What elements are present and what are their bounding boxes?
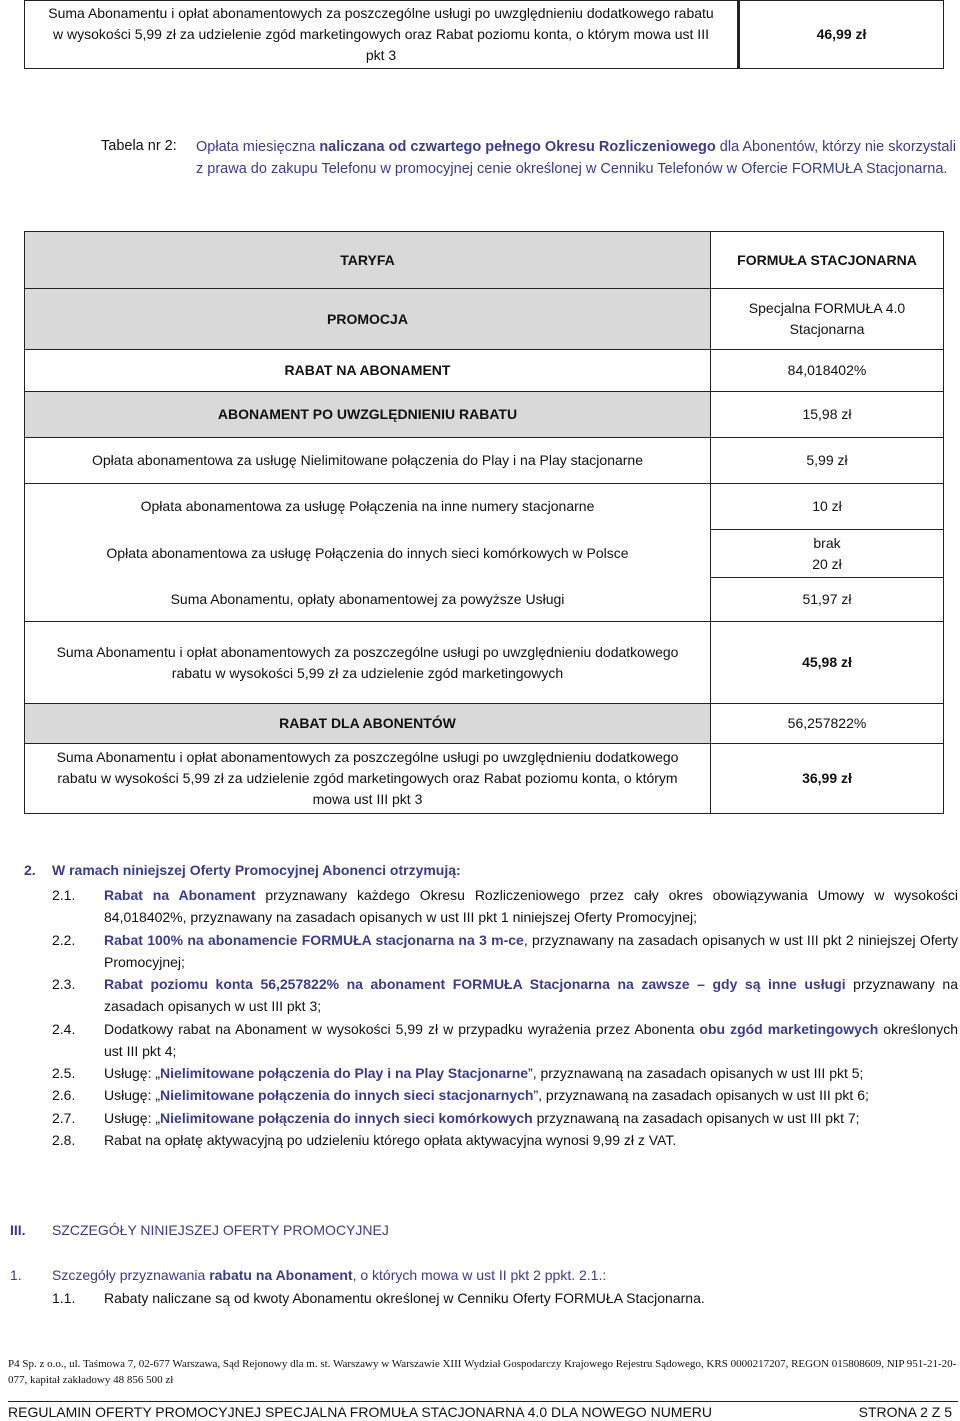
top-summary-table bbox=[24, 0, 944, 69]
fee-mobile-value: brak 20 zł bbox=[711, 530, 944, 578]
section3-p1-number: 1. bbox=[10, 1267, 22, 1283]
tariff-table bbox=[24, 231, 944, 814]
item-2-3-number: 2.3. bbox=[52, 976, 76, 992]
discount-label: RABAT NA ABONAMENT bbox=[25, 350, 711, 392]
fee-landline-value: 10 zł bbox=[711, 484, 944, 530]
footer-company-info: P4 Sp. z o.o., ul. Taśmowa 7, 02-677 Warszawa, Sąd Rejonowy dla m. st. Warszawy w Warszawie XIII Wydział Gospodarczy Krajowego Rejestru Sądowego, KRS 0000217207, REGON 015808609, NIP 951-21-20-077, kapitał zakładowy 48 856 500 zł bbox=[8, 1358, 957, 1386]
item-2-6: Usługę: „Nielimitowane połączenia do innych sieci stacjonarnych”, przyznawaną na zasadach opisanych w ust III pkt 6; bbox=[104, 1087, 869, 1103]
fee-play-value: 5,99 zł bbox=[711, 438, 944, 484]
footer-page-number: STRONA 2 Z 5 bbox=[858, 1404, 952, 1420]
sum-value: 51,97 zł bbox=[711, 578, 944, 622]
item-2-5: Usługę: „Nielimitowane połączenia do Play i na Play Stacjonarne”, przyznawaną na zasadach opisanych w ust III pkt 5; bbox=[104, 1065, 864, 1081]
item-2-1-number: 2.1. bbox=[52, 887, 76, 903]
section3-p11: Rabaty naliczane są od kwoty Abonamentu określonej w Cenniku Oferty FORMUŁA Stacjonarna. bbox=[104, 1290, 705, 1306]
sum-label: Suma Abonamentu, opłaty abonamentowej za powyższe Usługi bbox=[25, 578, 711, 622]
sum-final-value: 36,99 zł bbox=[711, 744, 944, 814]
section3-p1: Szczegóły przyznawania rabatu na Abonament, o których mowa w ust II pkt 2 ppkt. 2.1.: bbox=[52, 1267, 607, 1283]
tariff-value: FORMUŁA STACJONARNA bbox=[711, 232, 944, 289]
section2-title: W ramach niniejszej Oferty Promocyjnej Abonenci otrzymują: bbox=[52, 862, 461, 878]
table2-caption-text: Opłata miesięczna naliczana od czwartego pełnego Okresu Rozliczeniowego dla Abonentów, którzy nie skorzystali z prawa do zakupu Telefonu w promocyjnej cenie określonej w Cenniku Telefonów w Ofercie FORMUŁA Stacjonarna. bbox=[196, 139, 956, 177]
item-2-1: Rabat na Abonament przyznawany każdego Okresu Rozliczeniowego przez cały okres obowiązywania Umowy w wysokości 84,018402%, przyznawany na zasadach opisanych w ust III pkt 1 niniejszej Oferty Promocyjnej; bbox=[104, 887, 958, 925]
item-2-4-number: 2.4. bbox=[52, 1021, 76, 1037]
table2-caption-label: Tabela nr 2: bbox=[101, 138, 177, 154]
account-discount-label: RABAT DLA ABONENTÓW bbox=[25, 704, 711, 744]
item-2-7: Usługę: „Nielimitowane połączenia do innych sieci komórkowych przyznawaną na zasadach opisanych w ust III pkt 7; bbox=[104, 1110, 860, 1126]
sum-final-label: Suma Abonamentu i opłat abonamentowych za poszczególne usługi po uwzględnieniu dodatkowego rabatu w wysokości 5,99 zł za udzielenie zgód marketingowych oraz Rabat poziomu konta, o którym mowa ust III pkt 3 bbox=[25, 744, 711, 814]
top-summary-value: 46,99 zł bbox=[739, 1, 944, 69]
fee-landline-label: Opłata abonamentowa za usługę Połączenia na inne numery stacjonarne bbox=[25, 484, 711, 530]
section3-title: SZCZEGÓŁY NINIEJSZEJ OFERTY PROMOCYJNEJ bbox=[52, 1222, 389, 1238]
sum-marketing-value: 45,98 zł bbox=[711, 622, 944, 704]
section2-number: 2. bbox=[24, 862, 36, 878]
footer-divider bbox=[8, 1401, 958, 1402]
promotion-label: PROMOCJA bbox=[25, 289, 711, 350]
account-discount-value: 56,257822% bbox=[711, 704, 944, 744]
section3-p11-number: 1.1. bbox=[52, 1290, 76, 1306]
item-2-7-number: 2.7. bbox=[52, 1110, 76, 1126]
promotion-value: Specjalna FORMUŁA 4.0 Stacjonarna bbox=[711, 289, 944, 350]
item-2-5-number: 2.5. bbox=[52, 1065, 76, 1081]
top-summary-label: Suma Abonamentu i opłat abonamentowych za poszczególne usługi po uwzględnieniu dodatkowego rabatu w wysokości 5,99 zł za udzielenie zgód marketingowych oraz Rabat poziomu konta, o którym mowa ust III pkt 3 bbox=[25, 1, 739, 69]
discount-value: 84,018402% bbox=[711, 350, 944, 392]
item-2-8-number: 2.8. bbox=[52, 1132, 76, 1148]
item-2-2: Rabat 100% na abonamencie FORMUŁA stacjonarna na 3 m-ce, przyznawany na zasadach opisanych w ust III pkt 2 niniejszej Oferty Promocyjnej; bbox=[104, 932, 958, 970]
item-2-2-number: 2.2. bbox=[52, 932, 76, 948]
fee-play-label: Opłata abonamentowa za usługę Nielimitowane połączenia do Play i na Play stacjonarne bbox=[25, 438, 711, 484]
item-2-8: Rabat na opłatę aktywacyjną po udzieleniu którego opłata aktywacyjna wynosi 9,99 zł z VAT. bbox=[104, 1132, 677, 1148]
section3-number: III. bbox=[10, 1222, 26, 1238]
footer-document-title: REGULAMIN OFERTY PROMOCYJNEJ SPECJALNA FROMUŁA STACJONARNA 4.0 DLA NOWEGO NUMERU bbox=[8, 1404, 713, 1420]
subscription-after-discount-value: 15,98 zł bbox=[711, 392, 944, 438]
item-2-6-number: 2.6. bbox=[52, 1087, 76, 1103]
item-2-4: Dodatkowy rabat na Abonament w wysokości 5,99 zł w przypadku wyrażenia przez Abonenta obu zgód marketingowych określonych ust III pkt 4; bbox=[104, 1021, 958, 1059]
sum-marketing-label: Suma Abonamentu i opłat abonamentowych za poszczególne usługi po uwzględnieniu dodatkowego rabatu w wysokości 5,99 zł za udzielenie zgód marketingowych bbox=[25, 622, 711, 704]
item-2-3: Rabat poziomu konta 56,257822% na abonament FORMUŁA Stacjonarna na zawsze – gdy są inne usługi przyznawany na zasadach opisanych w ust III pkt 3; bbox=[104, 976, 958, 1014]
subscription-after-discount-label: ABONAMENT PO UWZGLĘDNIENIU RABATU bbox=[25, 392, 711, 438]
fee-mobile-label: Opłata abonamentowa za usługę Połączenia do innych sieci komórkowych w Polsce bbox=[25, 530, 711, 578]
tariff-label: TARYFA bbox=[25, 232, 711, 289]
